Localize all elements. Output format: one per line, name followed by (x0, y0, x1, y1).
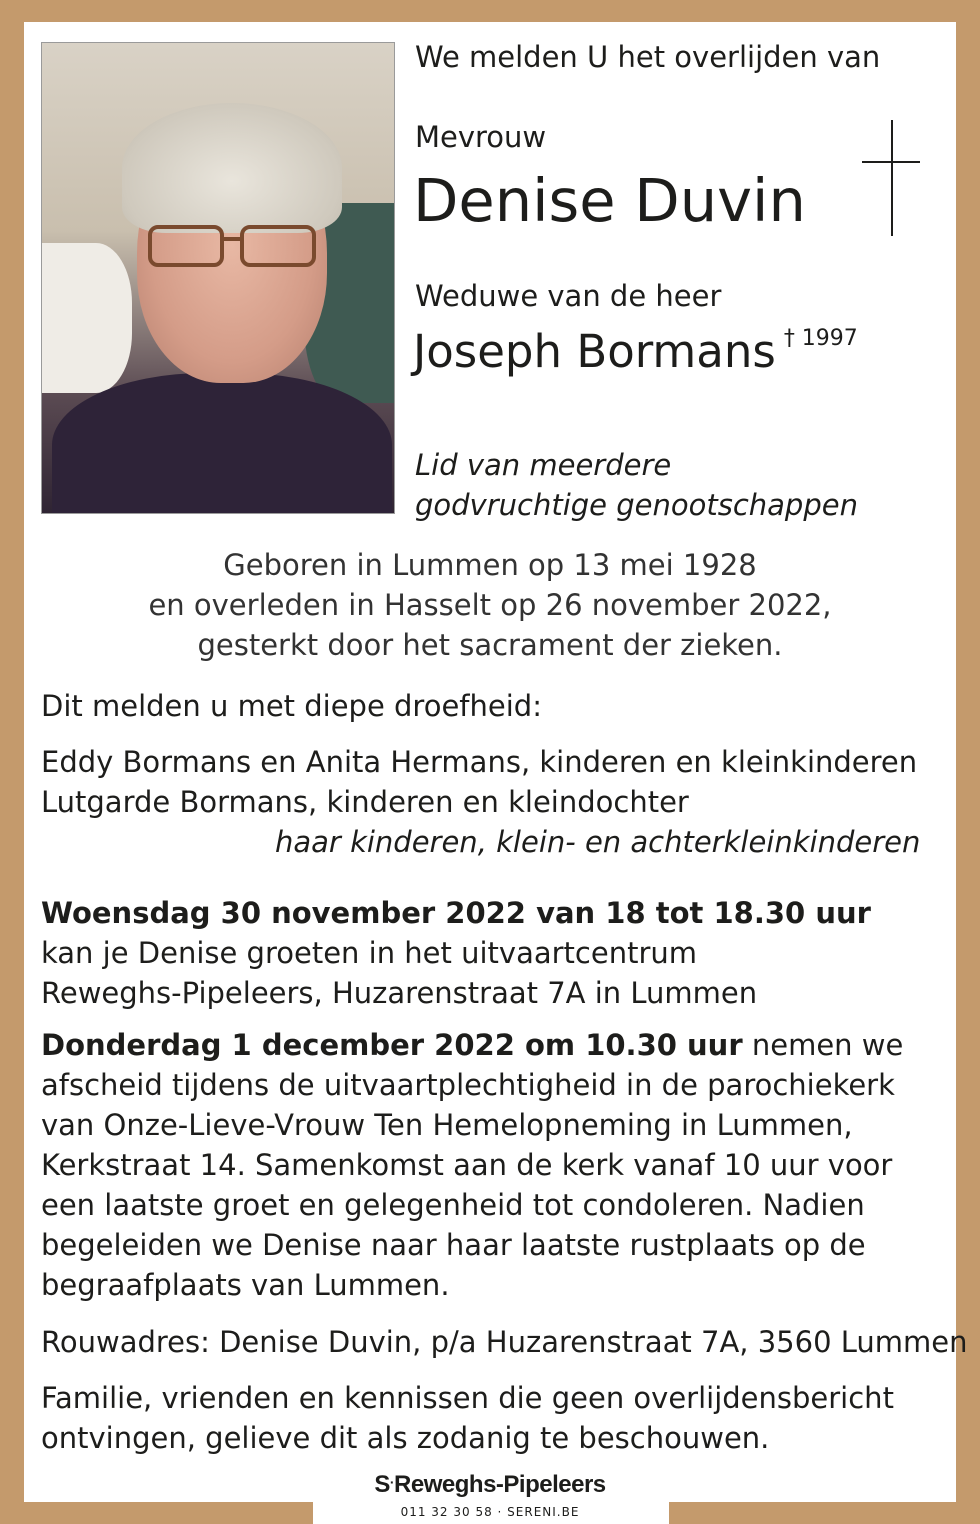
mourning-address: Rouwadres: Denise Duvin, p/a Huzarenstraat 7A, 3560 Lummen (41, 1325, 968, 1359)
portrait-photo (41, 42, 395, 514)
family-line: haar kinderen, klein- en achterkleinkinderen (275, 825, 921, 859)
family-line: Eddy Bormans en Anita Hermans, kinderen en kleinkinderen (41, 745, 918, 779)
husband-name: Joseph Bormans $^{\dagger 1997}$ (413, 325, 858, 378)
husband-death-year: † 1997 (783, 326, 858, 351)
membership: Lid van meerdere godvruchtige genootschappen (415, 448, 858, 522)
deceased-name: Denise Duvin (413, 166, 806, 235)
closing-note: Familie, vrienden en kennissen die geen overlijdensbericht ontvingen, gelieve dit als zodanig te beschouwen. (41, 1381, 894, 1455)
footer-contact: 011 32 30 58 · SERENI.BE (400, 1505, 580, 1519)
funeral-home-logo: S·Reweghs-Pipeleers (374, 1471, 606, 1498)
birth-death-info: Geboren in Lummen op 13 mei 1928 en overleden in Hasselt op 26 november 2022, gesterkt door het sacrament der zieken. (148, 548, 832, 662)
funeral-date: Donderdag 1 december 2022 om 10.30 uur (41, 1028, 743, 1062)
family-line: Lutgarde Bormans, kinderen en kleindochter (41, 785, 689, 819)
title-mevrouw: Mevrouw (415, 120, 547, 154)
cross-icon (891, 120, 893, 236)
visitation-date: Woensdag 30 november 2022 van 18 tot 18.30 uur (41, 896, 871, 930)
glasses-shape (142, 221, 322, 271)
visitation-info: Woensdag 30 november 2022 van 18 tot 18.30 uur kan je Denise groeten in het uitvaartcentrum Reweghs-Pipeleers, Huzarenstraat 7A in Lummen (41, 896, 871, 1010)
cross-icon-bar (862, 161, 920, 163)
announcement: Dit melden u met diepe droefheid: (41, 689, 542, 723)
intro-line: We melden U het overlijden van (415, 40, 881, 74)
funeral-info: Donderdag 1 december 2022 om 10.30 uur nemen we afscheid tijdens de uitvaartplechtigheid in de parochiekerk van Onze-Lieve-Vrouw Ten Hemelopneming in Lummen, Kerkstraat 14. Samenkomst aan de kerk vanaf 10 uur voor een laatste groet en gelegenheid tot condoleren. Nadien begeleiden we Denise naar haar laatste rustplaats op de begraafplaats van Lummen. (41, 1028, 904, 1302)
widow-of-line: Weduwe van de heer (415, 279, 722, 313)
